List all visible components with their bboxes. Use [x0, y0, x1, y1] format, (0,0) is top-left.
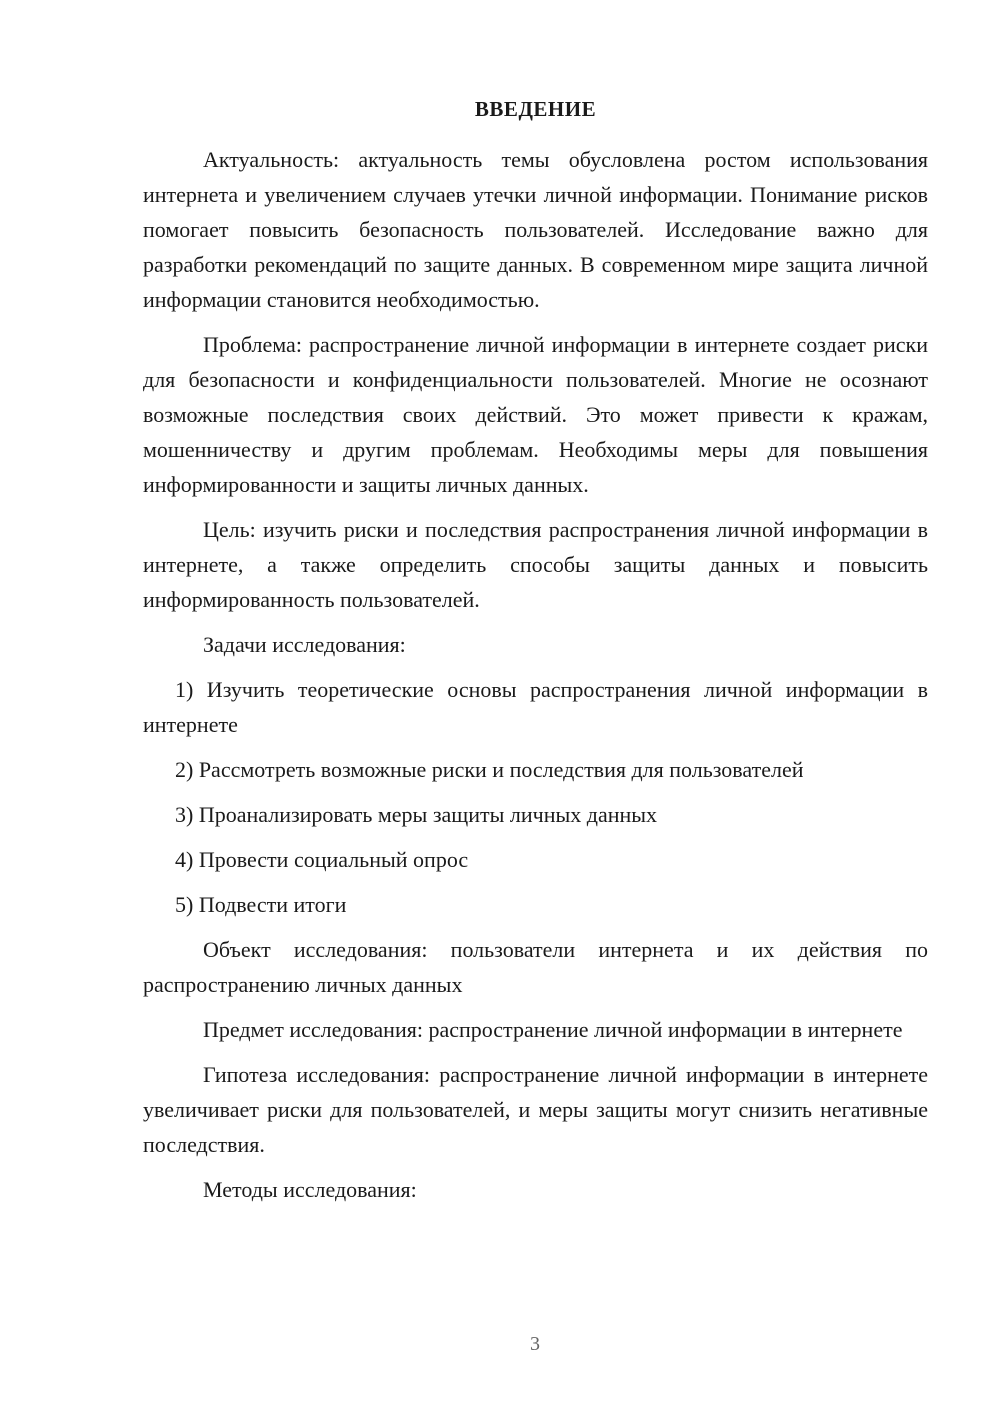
task-item-4: 4) Провести социальный опрос	[175, 847, 469, 872]
page-number: 3	[530, 1333, 540, 1355]
object-paragraph: Объект исследования: пользователи интернета и их действия по распространению личных данных	[143, 937, 928, 997]
hypothesis-paragraph: Гипотеза исследования: распространение личной информации в интернете увеличивает риски для пользователей, и меры защиты могут снизить негативные последствия.	[143, 1062, 928, 1157]
methods-heading: Методы исследования:	[203, 1177, 417, 1202]
task-item-5: 5) Подвести итоги	[175, 892, 347, 917]
tasks-heading: Задачи исследования:	[203, 632, 406, 657]
task-item-1: 1) Изучить теоретические основы распространения личной информации в интернете	[143, 677, 928, 737]
page-title: ВВЕДЕНИЕ	[474, 97, 597, 121]
goal-paragraph: Цель: изучить риски и последствия распространения личной информации в интернете, а также определить способы защиты данных и повысить информированность пользователей.	[143, 517, 928, 612]
task-item-3: 3) Проанализировать меры защиты личных данных	[175, 802, 658, 827]
document-page	[143, 92, 928, 1217]
problem-paragraph: Проблема: распространение личной информации в интернете создает риски для безопасности и конфиденциальности пользователей. Многие не осознают возможные последствия своих действий. Это может привести к кражам, мошенничеству и другим проблемам. Необходимы меры для повышения информированности и защиты личных данных.	[143, 332, 928, 497]
task-item-2: 2) Рассмотреть возможные риски и последствия для пользователей	[175, 757, 804, 782]
relevance-paragraph: Актуальность: актуальность темы обусловлена ростом использования интернета и увеличением случаев утечки личной информации. Понимание рисков помогает повысить безопасность пользователей. Исследование важно для разработки рекомендаций по защите данных. В современном мире защита личной информации становится необходимостью.	[143, 147, 928, 312]
subject-paragraph: Предмет исследования: распространение личной информации в интернете	[203, 1017, 903, 1042]
